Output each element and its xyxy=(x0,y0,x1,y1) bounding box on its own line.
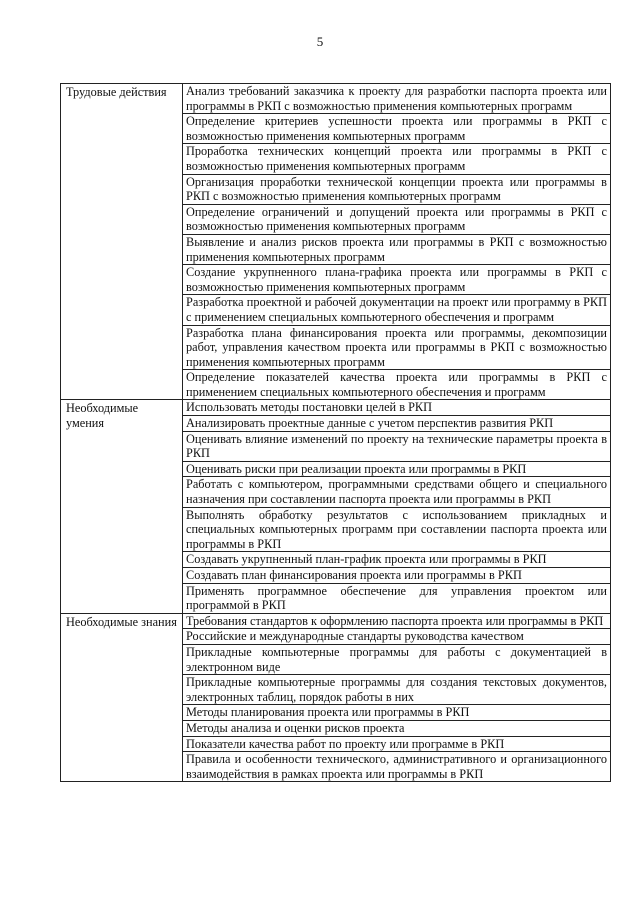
section-item: Анализ требований заказчика к проекту для разработки паспорта проекта или программы в РКП с возможностью применения компьютерных программ xyxy=(183,84,611,114)
section-label: Необходимые умения xyxy=(61,400,183,613)
section-item: Правила и особенности технического, административного и организационного взаимодействия в рамках проекта или программы в РКП xyxy=(183,752,611,782)
section-item: Выявление и анализ рисков проекта или программы в РКП с возможностью применения компьютерных программ xyxy=(183,234,611,264)
section-item: Определение ограничений и допущений проекта или программы в РКП с возможностью применения компьютерных программ xyxy=(183,204,611,234)
section-item: Разработка плана финансирования проекта или программы, декомпозиции работ, управления качеством проекта или программы в РКП с возможностью применения компьютерных программ xyxy=(183,325,611,370)
section-item: Оценивать риски при реализации проекта или программы в РКП xyxy=(183,461,611,477)
table-row xyxy=(61,613,611,629)
spec-table-body xyxy=(61,84,611,782)
table-row xyxy=(61,84,611,114)
section-item: Проработка технических концепций проекта или программы в РКП с возможностью применения компьютерных программ xyxy=(183,144,611,174)
section-item: Создавать план финансирования проекта или программы в РКП xyxy=(183,568,611,584)
section-item: Прикладные компьютерные программы для работы с документацией в электронном виде xyxy=(183,644,611,674)
section-item: Работать с компьютером, программными средствами общего и специального назначения при составлении паспорта проекта или программы в РКП xyxy=(183,477,611,507)
spec-table xyxy=(60,83,611,782)
section-item: Требования стандартов к оформлению паспорта проекта или программы в РКП xyxy=(183,613,611,629)
section-item: Прикладные компьютерные программы для создания текстовых документов, электронных таблиц, порядок работы в них xyxy=(183,675,611,705)
section-item: Организация проработки технической концепции проекта или программы в РКП с возможностью применения компьютерных программ xyxy=(183,174,611,204)
section-item: Определение показателей качества проекта или программы в РКП с применением специальных компьютерного обеспечения и программ xyxy=(183,370,611,400)
section-item: Выполнять обработку результатов с использованием прикладных и специальных компьютерных программ при составлении паспорта проекта или программы в РКП xyxy=(183,507,611,552)
section-item: Методы планирования проекта или программы в РКП xyxy=(183,705,611,721)
section-item: Методы анализа и оценки рисков проекта xyxy=(183,720,611,736)
section-item: Российские и международные стандарты руководства качеством xyxy=(183,629,611,645)
section-item: Оценивать влияние изменений по проекту на технические параметры проекта в РКП xyxy=(183,431,611,461)
section-item: Использовать методы постановки целей в РКП xyxy=(183,400,611,416)
section-item: Определение критериев успешности проекта или программы в РКП с возможностью применения компьютерных программ xyxy=(183,114,611,144)
section-label: Необходимые знания xyxy=(61,613,183,782)
section-item: Анализировать проектные данные с учетом перспектив развития РКП xyxy=(183,416,611,432)
section-item: Разработка проектной и рабочей документации на проект или программу в РКП с применением специальных компьютерного обеспечения и программ xyxy=(183,295,611,325)
section-item: Создавать укрупненный план-график проекта или программы в РКП xyxy=(183,552,611,568)
section-item: Применять программное обеспечение для управления проектом или программой в РКП xyxy=(183,583,611,613)
page-number: 5 xyxy=(316,34,324,49)
section-item: Показатели качества работ по проекту или программе в РКП xyxy=(183,736,611,752)
section-label: Трудовые действия xyxy=(61,84,183,400)
table-row xyxy=(61,400,611,416)
section-item: Создание укрупненного плана-графика проекта или программы в РКП с возможностью применения компьютерных программ xyxy=(183,265,611,295)
